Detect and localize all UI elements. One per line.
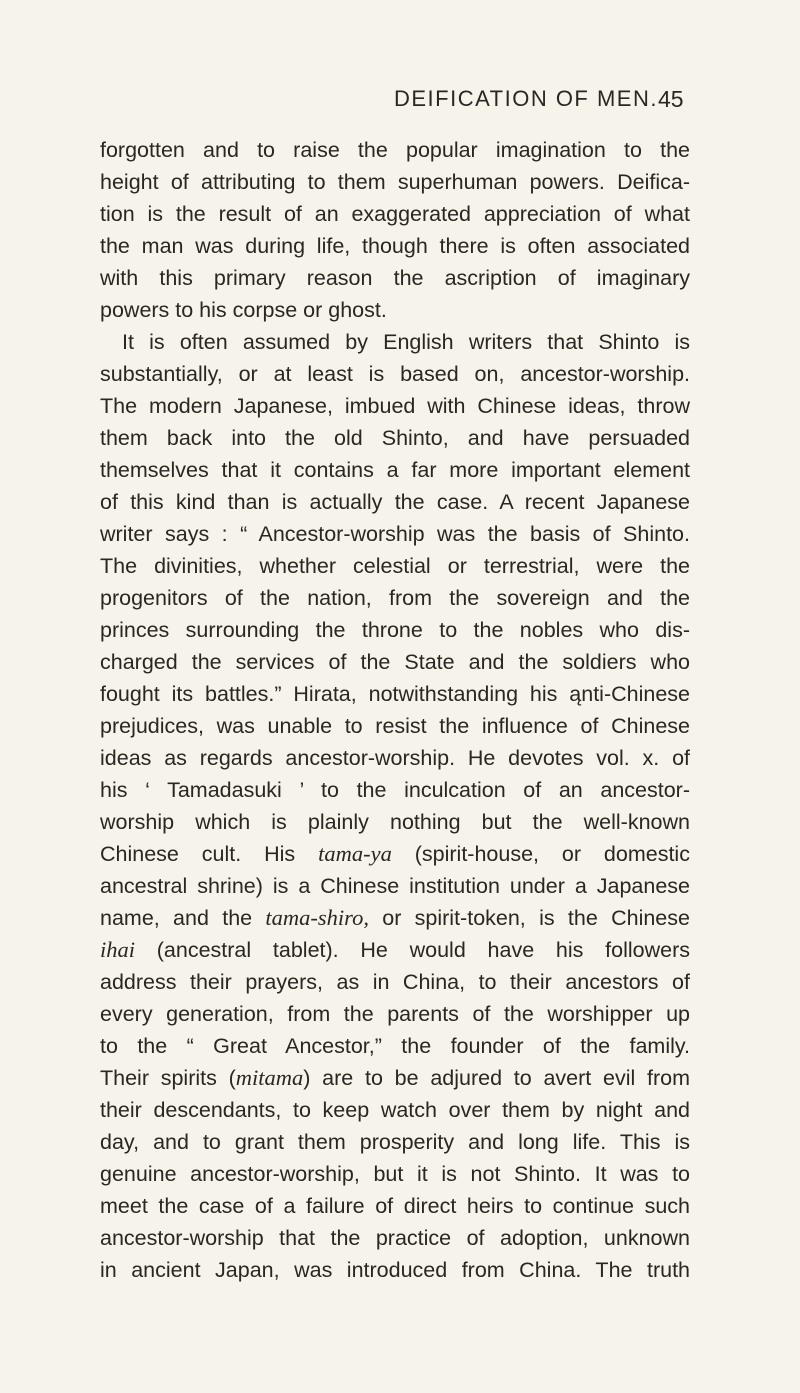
- text-line: in ancient Japan, was introduced from China. The truth: [100, 1258, 690, 1282]
- text-line: writer says : “ Ancestor-worship was the basis of Shinto.: [100, 522, 690, 546]
- text-line: It is often assumed by English writers that Shinto is: [122, 330, 690, 354]
- text-line: genuine ancestor-worship, but it is not Shinto. It was to: [100, 1162, 690, 1186]
- text-line: ideas as regards ancestor-worship. He devotes vol. x. of: [100, 746, 690, 770]
- text-line: The divinities, whether celestial or terrestrial, were the: [100, 554, 690, 578]
- italic-term: ihai: [100, 937, 136, 962]
- page-number: 45: [658, 86, 684, 112]
- text-line: address their prayers, as in China, to their ancestors of: [100, 970, 690, 994]
- running-title: DEIFICATION OF MEN.: [394, 86, 658, 111]
- text-line: princes surrounding the throne to the nobles who dis-: [100, 618, 690, 642]
- text-line-mixed: [100, 838, 690, 870]
- text-line: progenitors of the nation, from the sovereign and the: [100, 586, 690, 610]
- text-segment: or spirit-token, is the Chinese: [382, 906, 690, 930]
- text-line: ancestral shrine) is a Chinese institution under a Japanese: [100, 874, 690, 898]
- italic-term: tama-ya: [318, 841, 392, 866]
- text-segment: (ancestral tablet). He would have his followers: [156, 938, 690, 962]
- text-line: his ‘ Tamadasuki ’ to the inculcation of an ancestor-: [100, 778, 690, 802]
- text-line: The modern Japanese, imbued with Chinese ideas, throw: [100, 394, 690, 418]
- text-segment: (spirit-house, or domestic: [414, 842, 690, 866]
- running-head: [0, 84, 800, 114]
- text-line-mixed: [100, 1062, 690, 1094]
- text-line: their descendants, to keep watch over them by night and: [100, 1098, 690, 1122]
- text-line: them back into the old Shinto, and have persuaded: [100, 426, 690, 450]
- text-line: with this primary reason the ascription of imaginary: [100, 266, 690, 290]
- text-line: fought its battles.” Hirata, notwithstanding his ąnti-Chinese: [100, 682, 690, 706]
- text-line: themselves that it contains a far more important element: [100, 458, 690, 482]
- text-line: forgotten and to raise the popular imagination to the: [100, 138, 690, 162]
- text-line: worship which is plainly nothing but the well-known: [100, 810, 690, 834]
- text-segment: Their spirits (: [100, 1066, 236, 1090]
- text-line: ancestor-worship that the practice of adoption, unknown: [100, 1226, 690, 1250]
- body-text: [100, 134, 690, 1286]
- text-line: substantially, or at least is based on, ancestor-worship.: [100, 362, 690, 386]
- text-line: height of attributing to them superhuman powers. Deifica-: [100, 170, 690, 194]
- text-line: day, and to grant them prosperity and long life. This is: [100, 1130, 690, 1154]
- text-line: prejudices, was unable to resist the influence of Chinese: [100, 714, 690, 738]
- text-line-mixed: [100, 902, 690, 934]
- text-line: tion is the result of an exaggerated appreciation of what: [100, 202, 690, 226]
- text-line: powers to his corpse or ghost.: [100, 298, 387, 322]
- text-line: of this kind than is actually the case. A recent Japanese: [100, 490, 690, 514]
- text-line: every generation, from the parents of the worshipper up: [100, 1002, 690, 1026]
- text-line: to the “ Great Ancestor,” the founder of the family.: [100, 1034, 690, 1058]
- text-line: the man was during life, though there is often associated: [100, 234, 690, 258]
- text-line: charged the services of the State and the soldiers who: [100, 650, 690, 674]
- text-line-mixed: [100, 934, 690, 966]
- italic-term: mitama: [235, 1065, 304, 1090]
- text-line: meet the case of a failure of direct heirs to continue such: [100, 1194, 690, 1218]
- text-segment: Chinese cult. His: [100, 842, 296, 866]
- text-segment: ) are to be adjured to avert evil from: [303, 1066, 690, 1090]
- text-segment: name, and the: [100, 906, 253, 930]
- italic-term: tama-shiro,: [265, 905, 369, 930]
